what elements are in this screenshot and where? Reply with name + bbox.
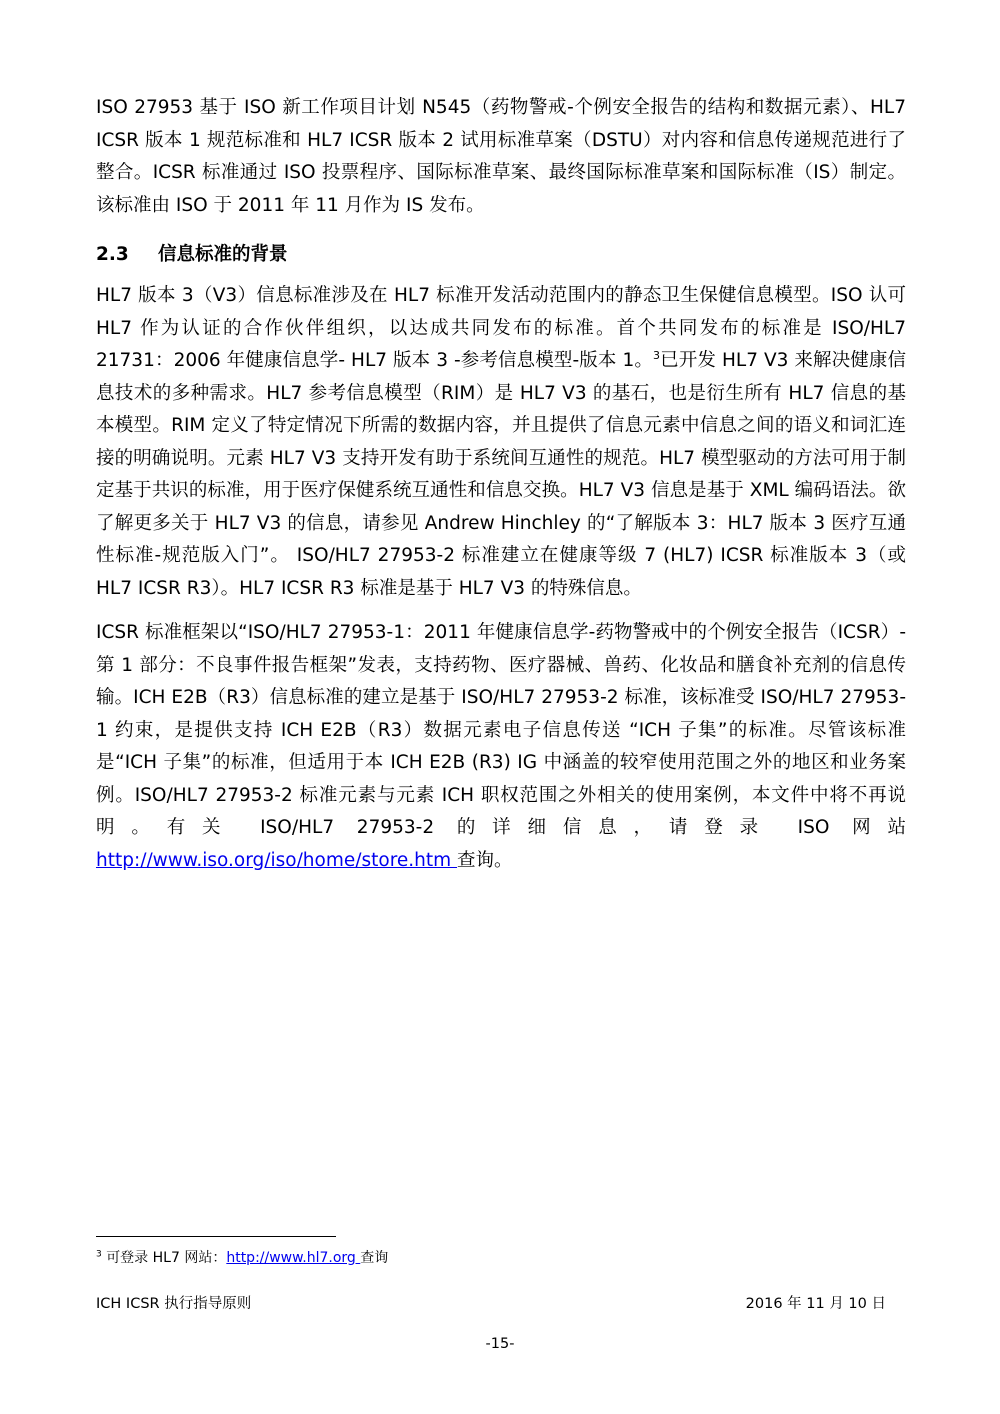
footnote (96, 1248, 388, 1268)
footnote-number: 3 (96, 1249, 102, 1260)
footer-date: 2016 年 11 月 10 日 (745, 1296, 886, 1312)
footer-document-title: ICH ICSR 执行指导原则 (96, 1296, 252, 1312)
background-text-part1: HL7 版本 3（V3）信息标准涉及在 HL7 标准开发活动范围内的静态卫生保健信息模型。ISO 认可 HL7 作为认证的合作伙伴组织，以达成共同发布的标准。首个共同发布的标准是 ISO/HL7 21731：2006 年健康信息学- HL7 版本 3 -参考信息模型-版本 1。 (96, 285, 906, 371)
document-body (96, 92, 906, 877)
footnote-reference[interactable]: 3 (653, 348, 661, 362)
background-paragraph (96, 280, 906, 605)
iso-store-link[interactable]: http://www.iso.org/iso/home/store.htm (96, 849, 458, 871)
hl7-website-link[interactable]: http://www.hl7.org (226, 1250, 361, 1266)
icsr-framework-text: ICSR 标准框架以“ISO/HL7 27953-1：2011 年健康信息学-药物警戒中的个例安全报告（ICSR）-第 1 部分：不良事件报告框架”发表，支持药物、医疗器械、兽药、化妆品和膳食补充剂的信息传输。ICH E2B（R3）信息标准的建立是基于 ISO/HL7 27953-2 标准，该标准受 ISO/HL7 27953-1 约束，是提供支持 ICH E2B（R3）数据元素电子信息传送 “ICH 子集”的标准。尽管该标准是“ICH 子集”的标准，但适用于本 ICH E2B (R3) IG 中涵盖的较窄使用范围之外的地区和业务案例。ISO/HL7 27953-2 标准元素与元素 ICH 职权范围之外相关的使用案例，本文件中将不再说明。有关 ISO/HL7 27953-2 的详细信息，请登录 ISO 网站 (96, 622, 906, 838)
intro-paragraph: ISO 27953 基于 ISO 新工作项目计划 N545（药物警戒-个例安全报告的结构和数据元素）、HL7 ICSR 版本 1 规范标准和 HL7 ICSR 版本 2 试用标准草案（DSTU）对内容和信息传递规范进行了整合。ICSR 标准通过 ISO 投票程序、国际标准草案、最终国际标准草案和国际标准（IS）制定。该标准由 ISO 于 2011 年 11 月作为 IS 发布。 (96, 97, 906, 216)
background-text-part2: 已开发 HL7 V3 来解决健康信息技术的多种需求。HL7 参考信息模型（RIM）是 HL7 V3 的基石，也是衍生所有 HL7 信息的基本模型。RIM 定义了特定情况下所需的数据内容，并且提供了信息元素中信息之间的语义和词汇连接的明确说明。元素 HL7 V3 支持开发有助于系统间互通性的规范。HL7 模型驱动的方法可用于制定基于共识的标准，用于医疗保健系统互通性和信息交换。HL7 V3 信息是基于 XML 编码语法。欲了解更多关于 HL7 V3 的信息，请参见 Andrew Hinchley 的“了解版本 3：HL7 版本 3 医疗互通性标准-规范版入门”。 ISO/HL7 27953-2 标准建立在健康等级 7 (HL7) ICSR 标准版本 3（或 HL7 ICSR R3）。HL7 ICSR R3 标准是基于 HL7 V3 的特殊信息。 (96, 350, 907, 599)
footnote-separator (96, 1236, 336, 1237)
icsr-framework-paragraph (96, 617, 906, 877)
icsr-framework-tail: 查询。 (457, 849, 513, 871)
section-number: 2.3 (96, 244, 129, 265)
section-title: 信息标准的背景 (158, 244, 288, 265)
section-heading (96, 240, 906, 270)
footnote-text: 可登录 HL7 网站： (106, 1250, 227, 1266)
footnote-tail: 查询 (360, 1250, 389, 1266)
page-number: -15- (485, 1336, 515, 1352)
